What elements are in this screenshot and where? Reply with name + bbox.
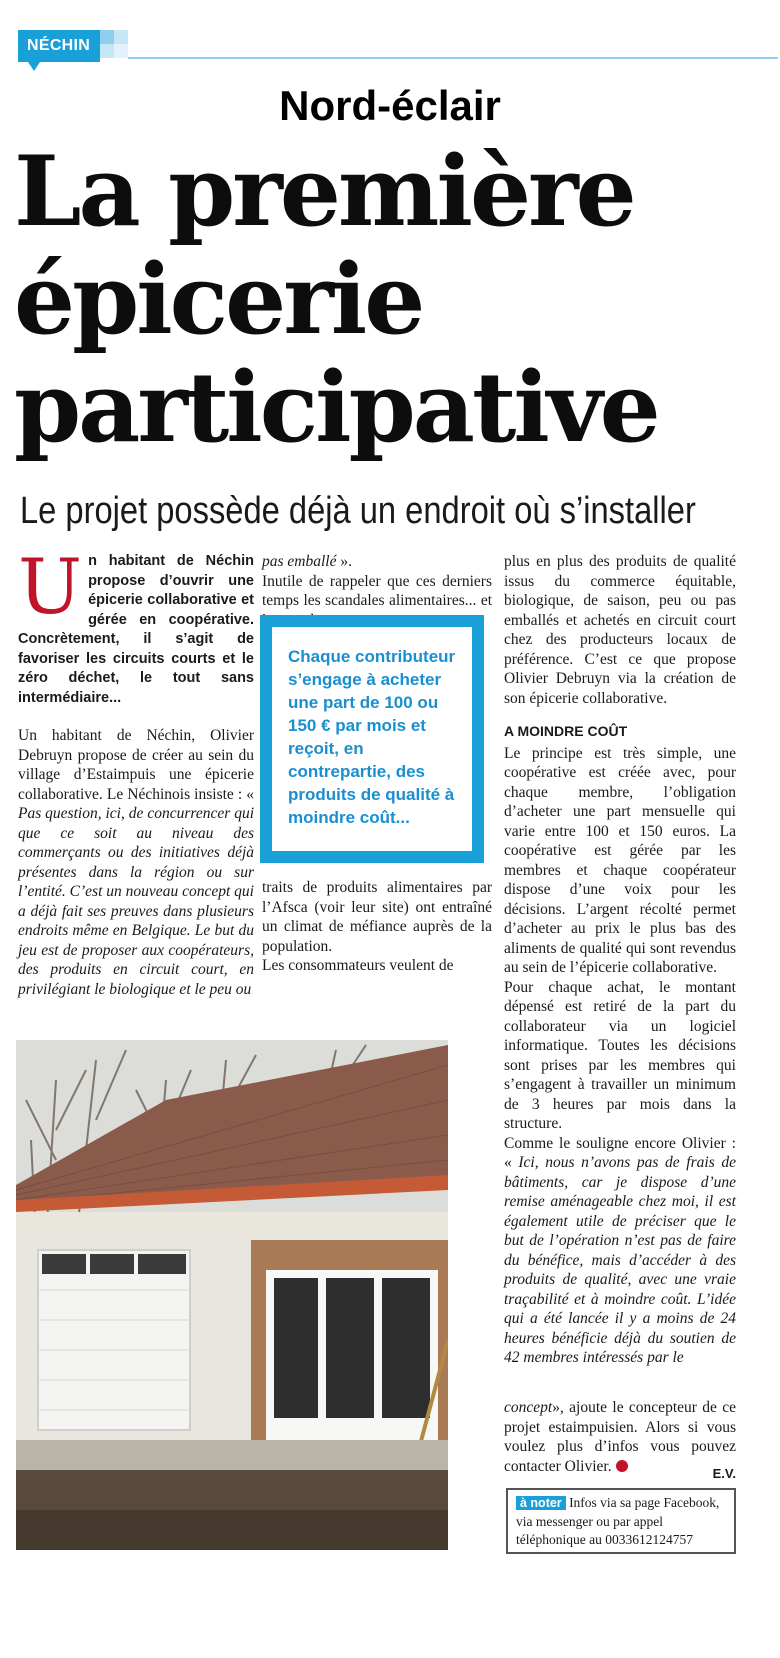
building-photo-illustration <box>16 1040 448 1550</box>
quote-text: Ici, nous n’avons pas de frais de bâtiments, car je dispose d’une remise aménageable chez moi, il est également utile de préciser que le but de l’opération n’est pas de faire du bénéfice, mais d’accéder à des produits de qualité, avec une vraie traçabilité et à moindre coût. L’idée qui a été lancée il y a moins de 24 heures bénéficie déjà du soutien de 42 membres intéressés par le <box>504 1154 737 1366</box>
quote-text: Pas question, ici, de concurrencer qui que ce soit au niveau des commerçants ou des initiatives déjà présentes dans la région ou sur l’entité. C’est un nouveau concept qui a déjà fait ses preuves dans plusieurs endroits même en Belgique. Le but du jeu est de proposer aux coopérateurs, des produits en circuit court, en privilégiant le biologique et le peu ou <box>18 805 254 998</box>
article-column-2-continued <box>262 878 492 976</box>
subheadline: Le projet possède déjà un endroit où s’installer <box>20 490 696 532</box>
article-lede <box>18 542 254 708</box>
article-column-1 <box>18 542 254 999</box>
quote-text: pas emballé <box>262 553 337 570</box>
pull-quote: Chaque contributeur s’engage à acheter une part de 100 ou 150 € par mois et reçoit, en contrepartie, des produits de qualité à moindre coût... <box>288 647 456 827</box>
paragraph <box>262 552 492 572</box>
paragraph <box>504 1134 736 1368</box>
author-initials: E.V. <box>712 1466 736 1481</box>
paragraph-text: Un habitant de Néchin, Olivier Debruyn propose de créer au sein du village d’Estaimpuis une épicerie collaborative. Le Néchinois insiste : « <box>18 727 254 803</box>
paragraph: Pour chaque achat, le montant dépensé est retiré de la part du collaborateur via un logiciel informatique. Toutes les décisions sont prises par les membres qui s’engagent à travailler un minimum de 3 heures par mois dans la structure. <box>504 978 736 1132</box>
section-rule <box>128 57 778 59</box>
headline-line: épicerie <box>14 243 423 356</box>
section-label: NÉCHIN <box>18 30 100 62</box>
paragraph <box>504 1398 736 1476</box>
dropcap: U <box>18 542 83 631</box>
paragraph: plus en plus des produits de qualité issus du commerce équitable, biologique, de saison, peu ou pas emballés et achetés en circuit court chez des producteurs locaux de préférence. C’est ce que propose Olivier Debruyn via la création de son épicerie collaborative. <box>504 553 736 707</box>
pull-quote-box <box>260 615 484 863</box>
tag-decor-square <box>114 30 128 44</box>
article-column-3-continued <box>504 1398 736 1476</box>
paragraph: Les consommateurs veulent de <box>262 957 454 974</box>
tag-decor-square <box>100 30 114 44</box>
paragraph-text: Comme le souligne encore Olivier : « <box>504 1134 736 1171</box>
headline-line: participative <box>14 351 658 464</box>
lede-text: n habitant de Néchin propose d’ouvrir une épicerie collaborative et gérée en coopérative. Concrètement, il s’agit de favoriser les circuits courts et le zéro déchet, le tout sans intermédiaire... <box>18 553 254 706</box>
tag-decor-square <box>100 44 114 58</box>
quote-text: concept <box>504 1399 553 1416</box>
info-text: Infos via sa page Facebook, via messenger ou par appel téléphonique au 0033612124757 <box>516 1495 720 1547</box>
paragraph-text: », ajoute le concepteur de ce projet estaimpuisien. Alors si vous voulez plus d’infos vous pouvez contacter Olivier. <box>504 1399 736 1475</box>
section-subtitle: A MOINDRE COÛT <box>504 723 628 739</box>
article-column-3 <box>504 552 736 1368</box>
info-box <box>506 1488 736 1554</box>
tag-decor-square <box>114 44 128 58</box>
paragraph-text: ». <box>336 553 352 570</box>
info-label: à noter <box>516 1496 566 1510</box>
paragraph: Le principe est très simple, une coopérative est créée avec, pour chaque membre, l’obligation d’acheter une part mensuelle qui varie entre 100 et 150 euros. La coopérative est gérée par les membres et chaque coopérateur dispose d’une voix pour les décisions. L’argent récolté permet d’acheter au prix le plus bas des aliments de qualité qui sont revendus au sein de l’épicerie collaborative. <box>504 744 736 976</box>
newspaper-name: Nord-éclair <box>279 82 501 129</box>
headline-line: La première <box>14 135 634 248</box>
headline <box>14 135 734 464</box>
paragraph: traits de produits alimentaires par l’Afsca (voir leur site) ont entraîné un climat de méfiance auprès de la population. <box>262 879 492 955</box>
paragraph <box>18 726 254 999</box>
building-photo <box>16 1040 448 1550</box>
tag-notch <box>28 62 40 71</box>
section-tag <box>18 30 778 74</box>
paragraph: Inutile de rappeler que ces derniers temps les scandales alimentaires... et <box>262 572 492 609</box>
